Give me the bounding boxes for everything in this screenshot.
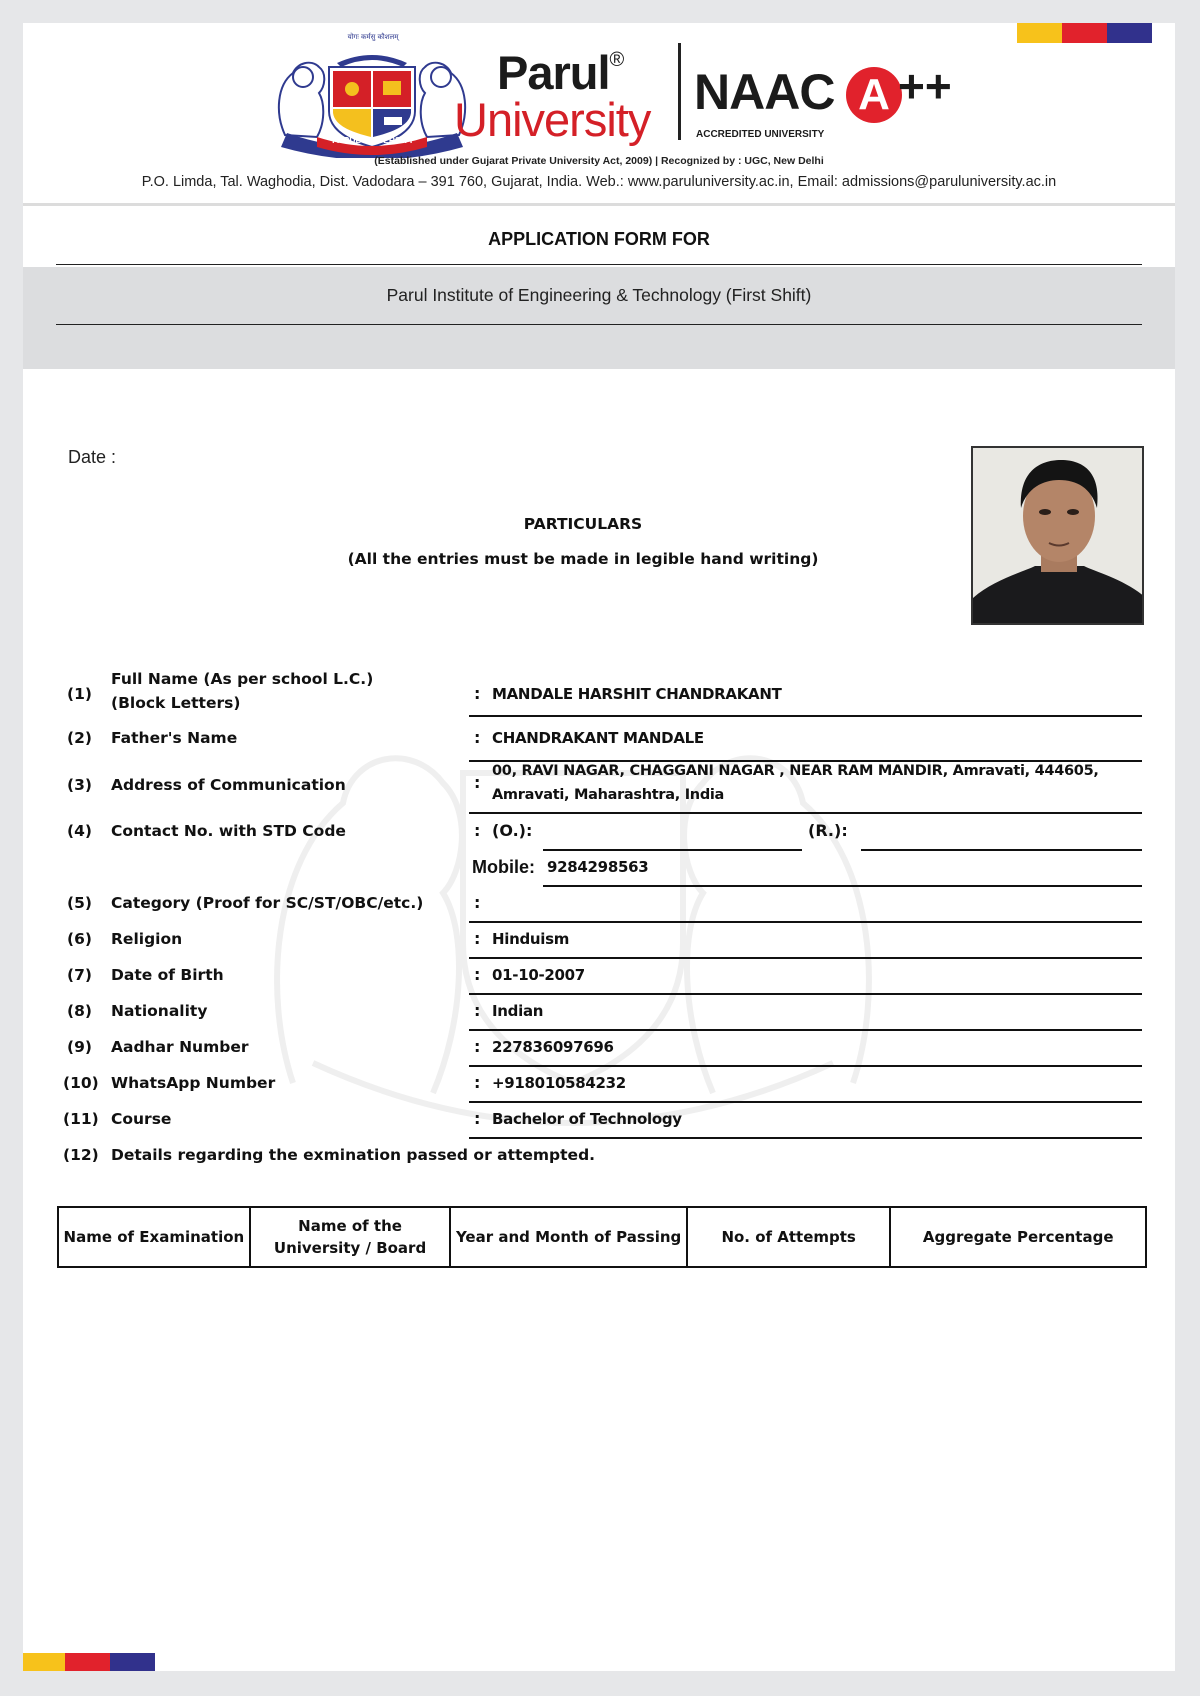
colon: : (474, 965, 481, 984)
colon: : (474, 1073, 481, 1092)
colon: : (474, 1037, 481, 1056)
dob-underline (469, 993, 1142, 995)
nationality-underline (469, 1029, 1142, 1031)
color-bar-blue (1107, 23, 1152, 43)
parul-university-wordmark (454, 45, 694, 165)
naac-subtitle: ACCREDITED UNIVERSITY (696, 129, 825, 140)
nationality-label: Nationality (111, 1002, 208, 1020)
exam-details-label: Details regarding the exmination passed or attempted. (111, 1146, 596, 1164)
naac-grade: A (846, 67, 902, 123)
color-bar-red (1062, 23, 1107, 43)
field-number-5: (5) (67, 894, 92, 912)
field-number-9: (9) (67, 1038, 92, 1056)
field-number-4: (4) (67, 822, 92, 840)
colon: : (474, 1001, 481, 1020)
title-rule (56, 264, 1142, 265)
category-underline (469, 921, 1142, 923)
full-name-value[interactable]: MANDALE HARSHIT CHANDRAKANT (492, 685, 782, 703)
date-label: Date : (68, 447, 117, 467)
institute-name: Parul Institute of Engineering & Technology (First Shift) (386, 285, 812, 305)
naac-badge (694, 60, 956, 153)
whatsapp-label: WhatsApp Number (111, 1074, 276, 1092)
full-name-underline (469, 715, 1142, 717)
field-number-6: (6) (67, 930, 92, 948)
exam-details-table (57, 1206, 1147, 1268)
table-header: Aggregate Percentage (890, 1207, 1146, 1267)
form-title: APPLICATION FORM FOR (488, 229, 710, 249)
dob-label: Date of Birth (111, 966, 224, 984)
colon: : (474, 929, 481, 948)
colon: : (474, 893, 481, 912)
residence-phone-label: (R.): (808, 821, 848, 840)
table-header: Name of the University / Board (250, 1207, 451, 1267)
address-label: Address of Communication (111, 776, 346, 794)
particulars-heading: PARTICULARS (523, 515, 643, 533)
colon: : (474, 684, 481, 703)
residence-phone-underline (861, 849, 1142, 851)
color-bar-yellow (1017, 23, 1062, 43)
crest-ribbon-text: PARUL UNIVERSITY (332, 135, 414, 145)
color-bar-blue (110, 1653, 155, 1671)
field-number-11: (11) (63, 1110, 99, 1128)
aadhar-label: Aadhar Number (111, 1038, 249, 1056)
field-number-3: (3) (67, 776, 92, 794)
table-header: No. of Attempts (687, 1207, 891, 1267)
address-underline (469, 812, 1142, 814)
mobile-value[interactable]: 9284298563 (547, 858, 649, 876)
office-phone-underline (543, 849, 802, 851)
religion-label: Religion (111, 930, 183, 948)
field-number-8: (8) (67, 1002, 92, 1020)
religion-underline (469, 957, 1142, 959)
full-name-label: Full Name (As per school L.C.) (Block Letters) (111, 670, 374, 712)
nationality-value[interactable]: Indian (492, 1002, 544, 1020)
header-separator (23, 203, 1175, 206)
course-value[interactable]: Bachelor of Technology (492, 1110, 682, 1128)
established-note: (Established under Gujarat Private University Act, 2009) | Recognized by : UGC, New Delhi (374, 155, 824, 167)
mobile-label: Mobile: (472, 857, 535, 877)
naac-title: NAAC (694, 64, 835, 120)
colon: : (474, 773, 481, 792)
table-header: Name of Examination (58, 1207, 250, 1267)
colon: : (474, 728, 481, 747)
field-number-12: (12) (63, 1146, 99, 1164)
header-divider (678, 43, 681, 140)
brand-line2: University (454, 93, 651, 146)
father-name-label: Father's Name (111, 729, 238, 747)
course-underline (469, 1137, 1142, 1139)
color-bar-yellow (23, 1653, 65, 1671)
legible-note: (All the entries must be made in legible hand writing) (347, 550, 819, 568)
course-label: Course (111, 1110, 172, 1128)
color-bar-red (65, 1653, 110, 1671)
mobile-underline (543, 885, 1142, 887)
field-number-10: (10) (63, 1074, 99, 1092)
aadhar-underline (469, 1065, 1142, 1067)
institute-band (23, 267, 1175, 369)
office-phone-label: (O.): (492, 821, 533, 840)
aadhar-value[interactable]: 227836097696 (492, 1038, 614, 1056)
table-header: Year and Month of Passing (450, 1207, 686, 1267)
religion-value[interactable]: Hinduism (492, 930, 570, 948)
address-line2[interactable]: Amravati, Maharashtra, India (492, 787, 725, 803)
naac-plus: ++ (898, 60, 952, 112)
whatsapp-underline (469, 1101, 1142, 1103)
field-number-2: (2) (67, 729, 92, 747)
brand-line1: Parul (497, 46, 610, 99)
table-header-row (58, 1207, 1146, 1267)
colon: : (474, 821, 481, 840)
field-number-1: (1) (67, 685, 92, 703)
crest-motto: योगः कर्मसु कौशलम् (347, 33, 399, 41)
university-address: P.O. Limda, Tal. Waghodia, Dist. Vadodara – 391 760, Gujarat, India. Web.: www.paruluniversity.ac.in, Email: admissions@paruluniversity.ac.in (141, 174, 1057, 190)
registered-mark: ® (609, 49, 624, 72)
dob-value[interactable]: 01-10-2007 (492, 966, 585, 984)
application-form-page (23, 23, 1175, 1671)
colon: : (474, 1109, 481, 1128)
category-label: Category (Proof for SC/ST/OBC/etc.) (111, 894, 424, 912)
institute-rule (56, 324, 1142, 325)
applicant-photo (971, 446, 1144, 625)
contact-label: Contact No. with STD Code (111, 822, 346, 840)
field-number-7: (7) (67, 966, 92, 984)
father-name-value[interactable]: CHANDRAKANT MANDALE (492, 729, 704, 747)
father-name-underline (469, 760, 1142, 762)
whatsapp-value[interactable]: +918010584232 (492, 1074, 626, 1092)
address-line1[interactable]: 00, RAVI NAGAR, CHAGGANI NAGAR , NEAR RAM MANDIR, Amravati, 444605, (492, 763, 1099, 779)
